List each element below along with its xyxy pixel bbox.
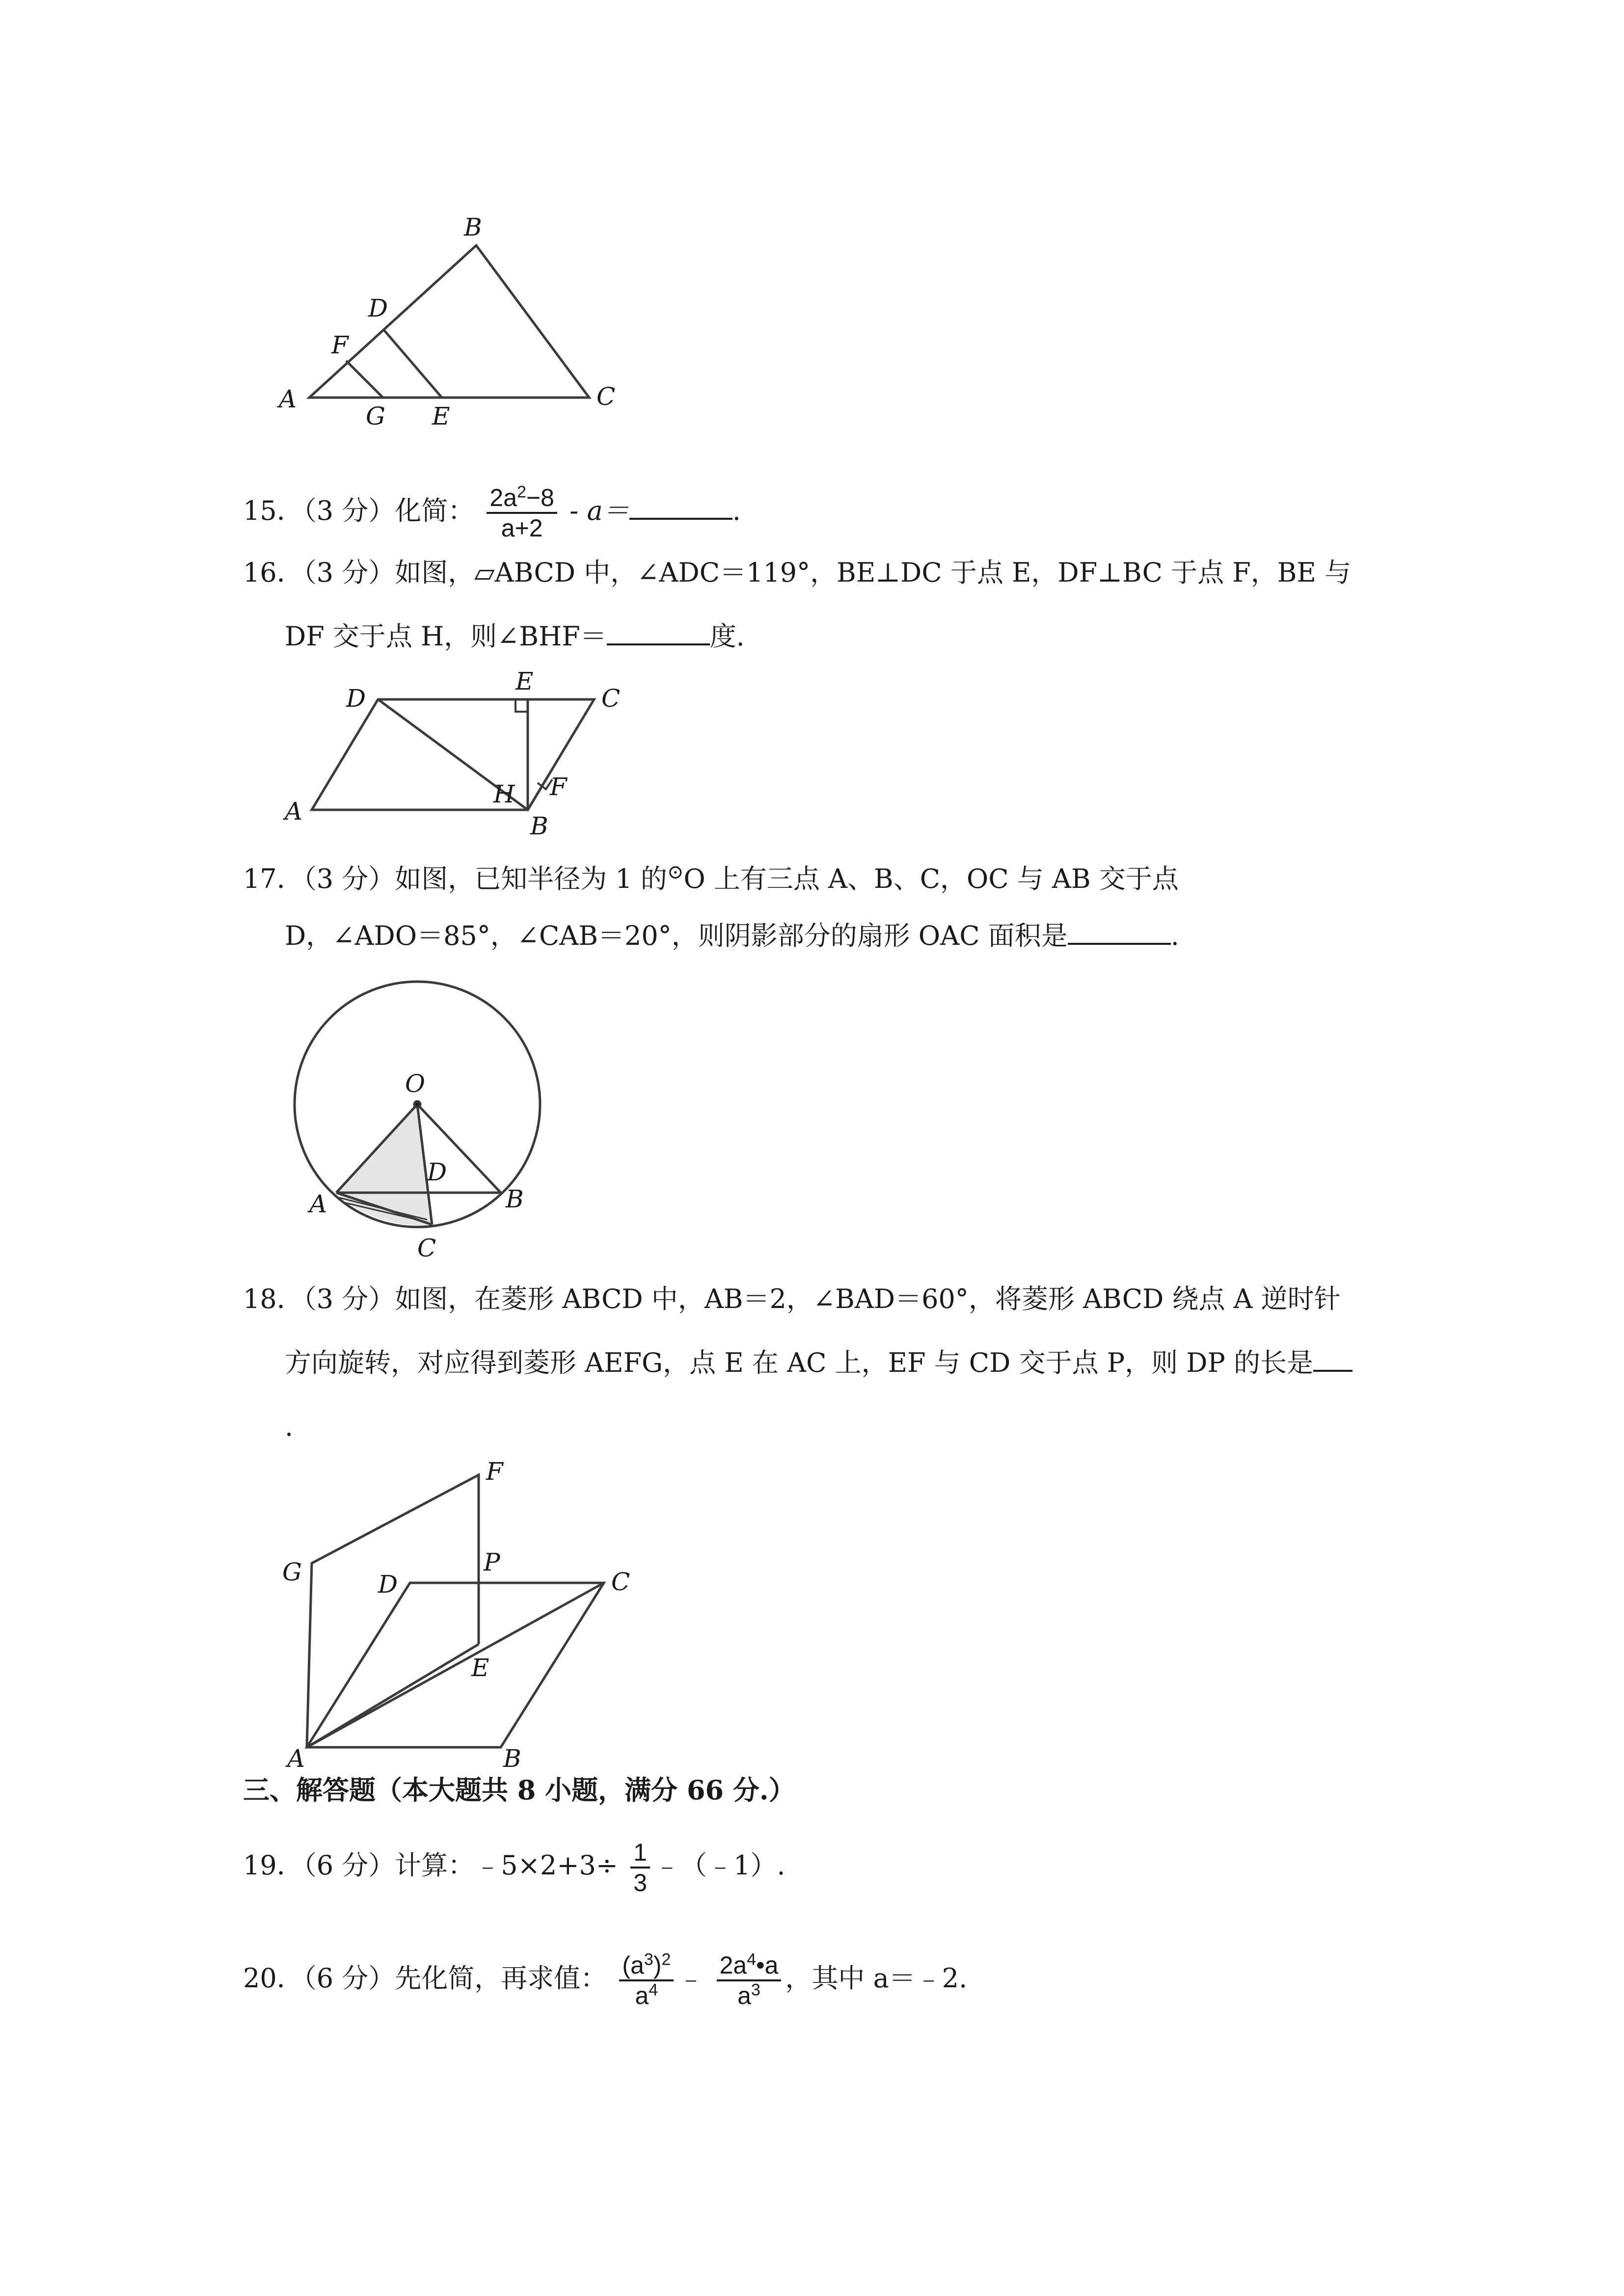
label-d: D xyxy=(427,1158,447,1186)
q20-after: ，其中 a＝﹣2. xyxy=(785,1963,968,1994)
q16-number: 16． xyxy=(243,557,303,588)
segment-de xyxy=(383,329,442,398)
question-17-line1 xyxy=(243,856,1179,895)
q19-fraction: $\frac{1}{3}$ xyxy=(630,1838,650,1897)
q19-text: 计算：﹣5×2+3÷ xyxy=(395,1850,619,1881)
label-c: C xyxy=(611,1568,630,1596)
q17-score: （3 分） xyxy=(303,863,395,894)
q19-number: 19． xyxy=(243,1850,303,1881)
question-16-line1 xyxy=(243,557,1351,588)
q17-number: 17． xyxy=(243,863,303,894)
q18-text-1: 如图，在菱形 ABCD 中，AB＝2，∠BAD＝60°，将菱形 ABCD 绕点 A 逆时针 xyxy=(395,1283,1341,1314)
q15-score: （3 分） xyxy=(303,495,395,526)
q16-text-2b: 度. xyxy=(709,621,745,652)
figure-q18-rhombus xyxy=(275,1453,648,1767)
label-d: D xyxy=(368,294,388,322)
right-angle-e xyxy=(515,699,528,712)
q20-score: （6 分） xyxy=(303,1963,395,1994)
label-b: B xyxy=(530,812,548,839)
q16-text-2a: DF 交于点 H，则∠BHF＝ xyxy=(285,621,607,652)
label-a: A xyxy=(287,1744,305,1767)
circle-symbol: ⊙ xyxy=(667,861,684,883)
q18-answer-blank[interactable] xyxy=(1313,1347,1353,1372)
label-d: D xyxy=(346,684,366,713)
label-p: P xyxy=(484,1548,500,1576)
figure-q14-triangle xyxy=(275,206,628,442)
q17-answer-blank[interactable] xyxy=(1068,920,1171,945)
segment-fg xyxy=(346,361,383,398)
label-f: F xyxy=(486,1457,503,1486)
label-b: B xyxy=(506,1185,524,1213)
label-f: F xyxy=(331,331,349,359)
label-e: E xyxy=(515,667,534,695)
label-b: B xyxy=(503,1744,521,1767)
label-h: H xyxy=(493,780,515,808)
label-g: G xyxy=(282,1558,302,1586)
figure-q17-circle xyxy=(285,972,560,1266)
label-a: A xyxy=(285,797,303,826)
label-g: G xyxy=(366,402,385,430)
question-18-line3: . xyxy=(285,1411,294,1442)
question-18-line1 xyxy=(243,1283,1341,1315)
question-19 xyxy=(243,1838,785,1897)
question-17-line2: D，∠ADO＝85°，∠CAB＝20°，则阴影部分的扇形 OAC 面积是 . xyxy=(285,920,1179,951)
q17-text-2a: D，∠ADO＝85°，∠CAB＝20°，则阴影部分的扇形 OAC 面积是 xyxy=(285,920,1068,951)
segment-ae-part xyxy=(307,1644,479,1747)
q17-text-1b: O 上有三点 A、B、C，OC 与 AB 交于点 xyxy=(683,863,1179,894)
q15-fraction: $\frac{2a^2-8}{a+2}$ xyxy=(487,483,557,542)
q16-score: （3 分） xyxy=(303,557,395,588)
q18-number: 18． xyxy=(243,1283,303,1314)
section-3-heading: 三、解答题（本大题共 8 小题，满分 66 分.） xyxy=(243,1774,795,1806)
label-d: D xyxy=(378,1570,398,1599)
figure-q16-parallelogram xyxy=(275,667,648,839)
q16-text-1: 如图，▱ABCD 中，∠ADC＝119°，BE⊥DC 于点 E，DF⊥BC 于点 F，BE 与 xyxy=(395,557,1352,588)
label-e: E xyxy=(471,1654,489,1682)
q17-text-1a: 如图，已知半径为 1 的 xyxy=(395,863,667,894)
segment-ac xyxy=(307,1583,604,1747)
label-o: O xyxy=(405,1069,425,1098)
question-15: 15．（3 分）化简： $\frac{2a^2-8}{a+2}$ - a＝ . xyxy=(243,482,741,542)
label-c: C xyxy=(417,1234,436,1262)
question-18-line2 xyxy=(285,1347,1353,1379)
q15-after: - a＝ xyxy=(561,495,629,526)
label-e: E xyxy=(432,402,450,430)
center-dot xyxy=(414,1101,420,1107)
label-f: F xyxy=(550,773,567,801)
label-c: C xyxy=(601,684,621,713)
label-a: A xyxy=(309,1190,327,1218)
q20-number: 20． xyxy=(243,1963,303,1994)
q15-number: 15． xyxy=(243,495,303,526)
triangle-abc xyxy=(309,245,589,398)
q20-fraction-1: $\frac{(a^3)^2}{a^4}$ xyxy=(619,1951,674,2010)
q19-after: ﹣（﹣1）. xyxy=(654,1850,785,1881)
q18-score: （3 分） xyxy=(303,1283,395,1314)
q19-score: （6 分） xyxy=(303,1850,395,1881)
label-c: C xyxy=(596,382,616,411)
q20-minus: ﹣ xyxy=(677,1963,704,1994)
segment-df-tick xyxy=(528,773,550,810)
q15-text: 化简： xyxy=(395,495,475,526)
q16-answer-blank[interactable] xyxy=(607,621,710,645)
q18-text-2: 方向旋转，对应得到菱形 AEFG，点 E 在 AC 上，EF 与 CD 交于点 P，则 DP 的长是 xyxy=(285,1347,1314,1378)
question-20 xyxy=(243,1951,967,2010)
q20-fraction-2: $\frac{2a^4•a}{a^3}$ xyxy=(717,1951,782,2010)
label-a: A xyxy=(279,385,297,413)
question-16-line2 xyxy=(285,621,745,652)
q20-text: 先化简，再求值： xyxy=(395,1963,607,1994)
q15-answer-blank[interactable] xyxy=(629,495,732,520)
label-b: B xyxy=(464,213,482,241)
